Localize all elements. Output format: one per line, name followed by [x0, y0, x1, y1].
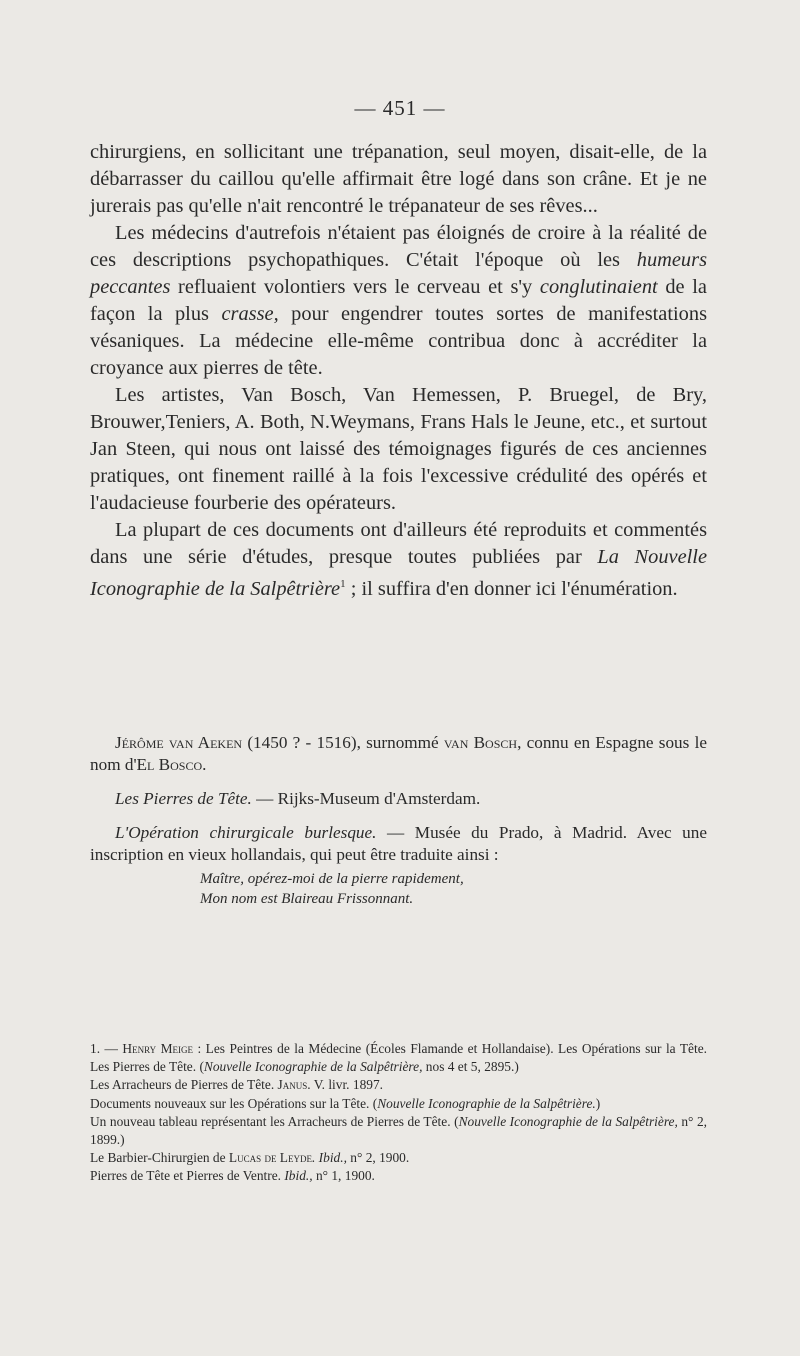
emphasis-conglutinaient: conglutinaient — [539, 276, 658, 298]
work-title: L'Opération chirurgicale burlesque. — [115, 823, 377, 842]
page-number: — 451 — — [354, 96, 446, 120]
footnote-author: Henry Meige — [122, 1041, 193, 1056]
paragraph-1: chirurgiens, en sollicitant une trépanation, seul moyen, disait-elle, de la débarrasser du caillou qu'elle affirmait être logé dans son crâne. Et je ne jurerais pas qu'elle n'ait rencontré le trépanateur de ses rêves... — [90, 141, 707, 217]
footnote-item: Les Arracheurs de Pierres de Tête. Janus. V. livr. 1897. — [90, 1077, 384, 1093]
work-entry-2: L'Opération chirurgicale burlesque. — Musée du Prado, à Madrid. Avec une inscription en vieux hollandais, qui peut être traduite ainsi : — [90, 823, 707, 864]
verse-line-2: Mon nom est Blaireau Frissonnant. — [200, 891, 414, 907]
verse-line-1: Maître, opérez-moi de la pierre rapidement, — [200, 871, 464, 887]
footnote-item: Un nouveau tableau représentant les Arracheurs de Pierres de Tête. (Nouvelle Iconographie de la Salpêtrière, n° 2, 1899.) — [90, 1113, 707, 1148]
work-entry-1: Les Pierres de Tête. — Rijks-Museum d'Amsterdam. — [115, 789, 481, 808]
footnote-marker: 1 — [340, 578, 346, 590]
artist-entry: Jérôme van Aeken (1450 ? - 1516), surnommé van Bosch, connu en Espagne sous le nom d'El Bosco. — [90, 733, 707, 774]
artist-name: Jérôme van Aeken — [115, 733, 243, 752]
work-title: Les Pierres de Tête. — [115, 789, 252, 808]
footnote-item: Le Barbier-Chirurgien de Lucas de Leyde. Ibid., n° 2, 1900. — [90, 1150, 410, 1166]
paragraph-2: Les médecins d'autrefois n'étaient pas éloignés de croire à la réalité de ces descriptions psychopathiques. C'était l'époque où les humeurs peccantes refluaient volontiers vers le cerveau et s'y conglutinaient de la façon la plus crasse, pour engendrer toutes sortes de manifestations vésaniques. La médecine elle-même contribua donc à accréditer la croyance aux pierres de tête. — [90, 222, 708, 379]
emphasis-humeurs: humeurs peccantes — [90, 249, 707, 298]
paragraph-3: Les artistes, Van Bosch, Van Hemessen, P. Bruegel, de Bry, Brouwer,Teniers, A. Both, N.Weymans, Frans Hals le Jeune, etc., et surtout Jan Steen, qui nous ont laissé des témoignages figurés de ces anciennes pratiques, ont finement raillé à la fois l'excessive crédulité des opérés et l'audacieuse fourberie des opérateurs. — [90, 384, 707, 514]
main-text — [90, 139, 707, 603]
footnote-item: Pierres de Tête et Pierres de Ventre. Ibid., n° 1, 1900. — [90, 1168, 375, 1184]
journal-title: La Nouvelle Iconographie de la Salpêtrière — [90, 546, 707, 600]
footnote-1: 1. — Henry Meige : Les Peintres de la Médecine (Écoles Flamande et Hollandaise). Les Opérations sur la Tête. Les Pierres de Tête. (Nouvelle Iconographie de la Salpêtrière, nos 4 et 5, 2895.) — [90, 1041, 707, 1075]
footnote-item: Documents nouveaux sur les Opérations sur la Tête. (Nouvelle Iconographie de la Salpêtrière.) — [90, 1095, 601, 1111]
paragraph-4: La plupart de ces documents ont d'ailleurs été reproduits et commentés dans une série d'études, presque toutes publiées par La Nouvelle Iconographie de la Salpêtrière$^1$ ; il suffira d'en donner ici l'énumération. — [90, 519, 707, 600]
catalogue-entries — [90, 732, 707, 909]
emphasis-crasse: crasse, — [221, 303, 279, 325]
footnotes — [90, 1040, 707, 1186]
inscription-verse — [90, 869, 707, 909]
